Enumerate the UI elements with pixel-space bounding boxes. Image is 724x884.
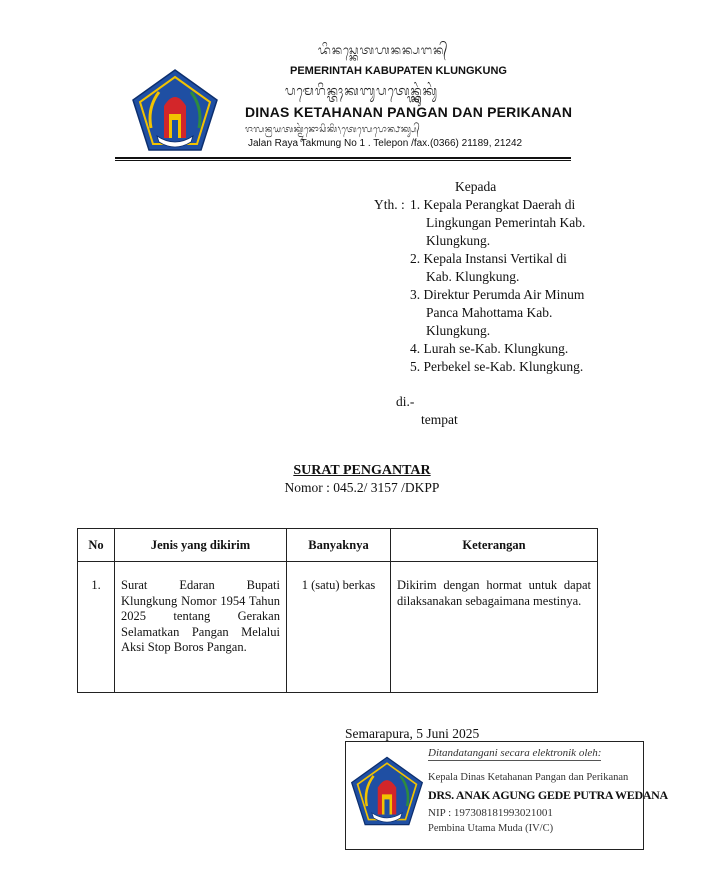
cell-note: Dikirim dengan hormat untuk dapat dilaksanakan sebagaimana mestinya. bbox=[391, 562, 598, 693]
signature-emblem-icon bbox=[350, 754, 424, 828]
letterhead bbox=[0, 0, 724, 165]
place-date: Semarapura, 5 Juni 2025 bbox=[345, 726, 480, 741]
items-table bbox=[77, 528, 598, 693]
cell-quantity: 1 (satu) berkas bbox=[287, 562, 391, 693]
addressee-line: 2. Kepala Instansi Vertikal di bbox=[410, 251, 567, 266]
cell-item: Surat Edaran Bupati Klungkung Nomor 1954 Tahun 2025 tentang Gerakan Selamatkan Pangan Melalui Aksi Stop Boros Pangan. bbox=[115, 562, 287, 693]
addressee-line: Panca Mahottama Kab. bbox=[426, 305, 553, 320]
signed-electronically-note: Ditandatangani secara elektronik oleh: bbox=[428, 747, 602, 759]
addressee-line: 1. Kepala Perangkat Daerah di bbox=[410, 197, 576, 212]
document-title bbox=[0, 463, 724, 479]
column-header-no: No bbox=[78, 529, 115, 562]
addressee-kepada: Kepada bbox=[455, 179, 497, 194]
document-title-text: SURAT PENGANTAR bbox=[293, 463, 431, 478]
cell-no: 1. bbox=[78, 562, 115, 693]
signer-name: DRS. ANAK AGUNG GEDE PUTRA WEDANA bbox=[428, 788, 668, 802]
klungkung-emblem-icon bbox=[131, 68, 219, 152]
addressee-line: Kab. Klungkung. bbox=[426, 269, 520, 284]
addressee-line: 5. Perbekel se-Kab. Klungkung. bbox=[410, 359, 584, 374]
electronic-signature-box bbox=[345, 741, 668, 850]
table-row bbox=[78, 562, 598, 693]
document-number: Nomor : 045.2/ 3157 /DKPP bbox=[284, 480, 440, 495]
agency-name: DINAS KETAHANAN PANGAN DAN PERIKANAN bbox=[245, 104, 573, 120]
balinese-script-line-2: ᬧᬫᬾᬭᬶᬦ᭄ᬢᬄᬓᬩᬸᬧᬢᬾᬦ᭄ᬓ᭄ᬮᬸᬂᬓᬸᬂ bbox=[285, 84, 439, 99]
column-header-note: Keterangan bbox=[391, 529, 598, 562]
letterhead-divider-thin bbox=[115, 160, 571, 161]
signer-rank: Pembina Utama Muda (IV/C) bbox=[428, 823, 554, 834]
balinese-script-line-3: ᬚᬮᬦ᭄ᬭᬬᬢᬓ᭄ᬫᬸᬂᬦᭀᬲᬶᬓᬶ᭞ᬢᬾᬮᬾᬧᭀᬦ᭄ᬨᬓ᭄ᬲ᭄ bbox=[245, 125, 421, 135]
agency-address: Jalan Raya Takmung No 1 . Telepon /fax.(0366) 21189, 21242 bbox=[248, 138, 523, 149]
column-header-quantity: Banyaknya bbox=[287, 529, 391, 562]
signer-position: Kepala Dinas Ketahanan Pangan dan Perikanan bbox=[428, 772, 629, 783]
addressee-line: Klungkung. bbox=[426, 323, 491, 338]
addressee-yth: Yth. : bbox=[374, 197, 405, 212]
balinese-script-line-1: ᬤᬶᬦᬲ᭄ᬓᬾᬢᬳᬦᬦ᭄ᬧᬗᬦ᭄ bbox=[318, 43, 449, 57]
column-header-item: Jenis yang dikirim bbox=[115, 529, 287, 562]
addressee-line: 3. Direktur Perumda Air Minum bbox=[410, 287, 585, 302]
table-header-row bbox=[78, 529, 598, 562]
addressee-line: Lingkungan Pemerintah Kab. bbox=[426, 215, 586, 230]
addressee-line: Klungkung. bbox=[426, 233, 491, 248]
government-name: PEMERINTAH KABUPATEN KLUNGKUNG bbox=[290, 65, 507, 77]
addressee-tempat: tempat bbox=[421, 412, 458, 427]
addressee-di: di.- bbox=[396, 394, 415, 409]
signer-nip: NIP : 197308181993021001 bbox=[428, 807, 553, 819]
addressee-line: 4. Lurah se-Kab. Klungkung. bbox=[410, 341, 569, 356]
letterhead-divider bbox=[115, 157, 571, 159]
